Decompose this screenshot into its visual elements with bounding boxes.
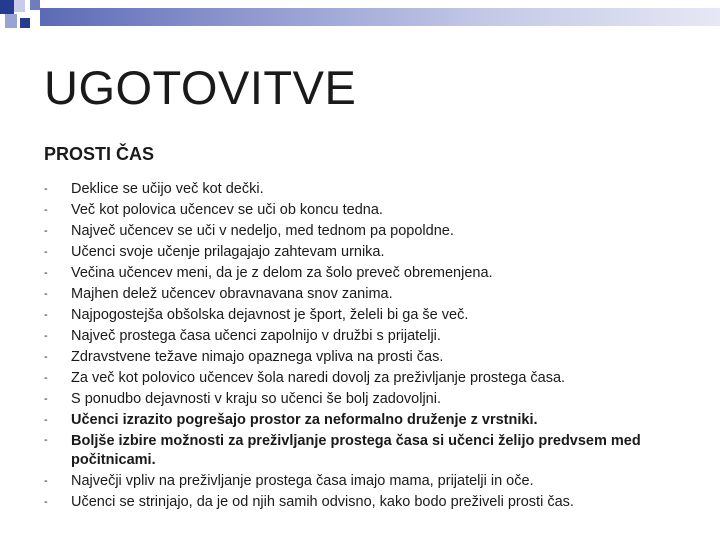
bullet-dash: - <box>44 351 48 363</box>
list-item-text: Za več kot polovico učencev šola naredi dovolj za preživljanje prostega časa. <box>71 370 566 386</box>
findings-list <box>44 179 704 513</box>
bullet-dash: - <box>44 434 48 446</box>
list-item <box>44 200 704 221</box>
list-item <box>44 179 704 200</box>
bullet-dash: - <box>44 393 48 405</box>
list-item-text: Učenci izrazito pogrešajo prostor za neformalno druženje z vrstniki. <box>71 412 538 428</box>
list-item <box>44 284 704 305</box>
list-item-text: Večina učencev meni, da je z delom za šolo preveč obremenjena. <box>71 265 493 281</box>
list-item-text: Učenci se strinjajo, da je od njih samih odvisno, kako bodo preživeli prosti čas. <box>71 494 574 510</box>
decor-square-mid <box>5 14 17 28</box>
list-item <box>44 410 704 431</box>
bullet-dash: - <box>44 372 48 384</box>
decor-square-medium <box>30 0 40 10</box>
slide-title: UGOTOVITVE <box>44 61 357 114</box>
bullet-dash: - <box>44 225 48 237</box>
list-item-text: S ponudbo dejavnosti v kraju so učenci še bolj zadovoljni. <box>71 391 441 407</box>
list-item-text: Deklice se učijo več kot dečki. <box>71 181 264 197</box>
list-item-text: Več kot polovica učencev se uči ob koncu tedna. <box>71 202 383 218</box>
slide-subtitle: PROSTI ČAS <box>44 144 155 164</box>
bullet-dash: - <box>44 288 48 300</box>
list-item-text: Najpogostejša obšolska dejavnost je šport, želeli bi ga še več. <box>71 307 469 323</box>
list-item-text: Največji vpliv na preživljanje prostega časa imajo mama, prijatelji in oče. <box>71 473 534 489</box>
list-item-text: Majhen delež učencev obravnavana snov zanima. <box>71 286 393 302</box>
list-item <box>44 242 704 263</box>
header-gradient-bar <box>40 8 720 26</box>
bullet-dash: - <box>44 330 48 342</box>
list-item-text: Največ učencev se uči v nedeljo, med tednom pa popoldne. <box>71 223 454 239</box>
list-item-text: Največ prostega časa učenci zapolnijo v družbi s prijatelji. <box>71 328 441 344</box>
list-item <box>44 431 704 471</box>
bullet-dash: - <box>44 496 48 508</box>
bullet-dash: - <box>44 267 48 279</box>
bullet-dash: - <box>44 309 48 321</box>
list-item <box>44 221 704 242</box>
decor-square-light <box>14 0 25 12</box>
list-item <box>44 347 704 368</box>
list-item-text: Zdravstvene težave nimajo opaznega vpliva na prosti čas. <box>71 349 444 365</box>
decor-square-dark-small <box>20 18 30 28</box>
list-item <box>44 326 704 347</box>
list-item <box>44 263 704 284</box>
list-item-text: Boljše izbire možnosti za preživljanje prostega časa si učenci želijo predvsem med počitnicami. <box>71 433 641 468</box>
bullet-dash: - <box>44 475 48 487</box>
list-item <box>44 471 704 492</box>
bullet-dash: - <box>44 204 48 216</box>
list-item <box>44 492 704 513</box>
list-item <box>44 389 704 410</box>
bullet-dash: - <box>44 246 48 258</box>
bullet-dash: - <box>44 183 48 195</box>
header-decoration <box>0 0 720 40</box>
bullet-dash: - <box>44 414 48 426</box>
list-item <box>44 368 704 389</box>
decor-square-dark <box>0 0 14 14</box>
list-item-text: Učenci svoje učenje prilagajajo zahtevam urnika. <box>71 244 385 260</box>
list-item <box>44 305 704 326</box>
